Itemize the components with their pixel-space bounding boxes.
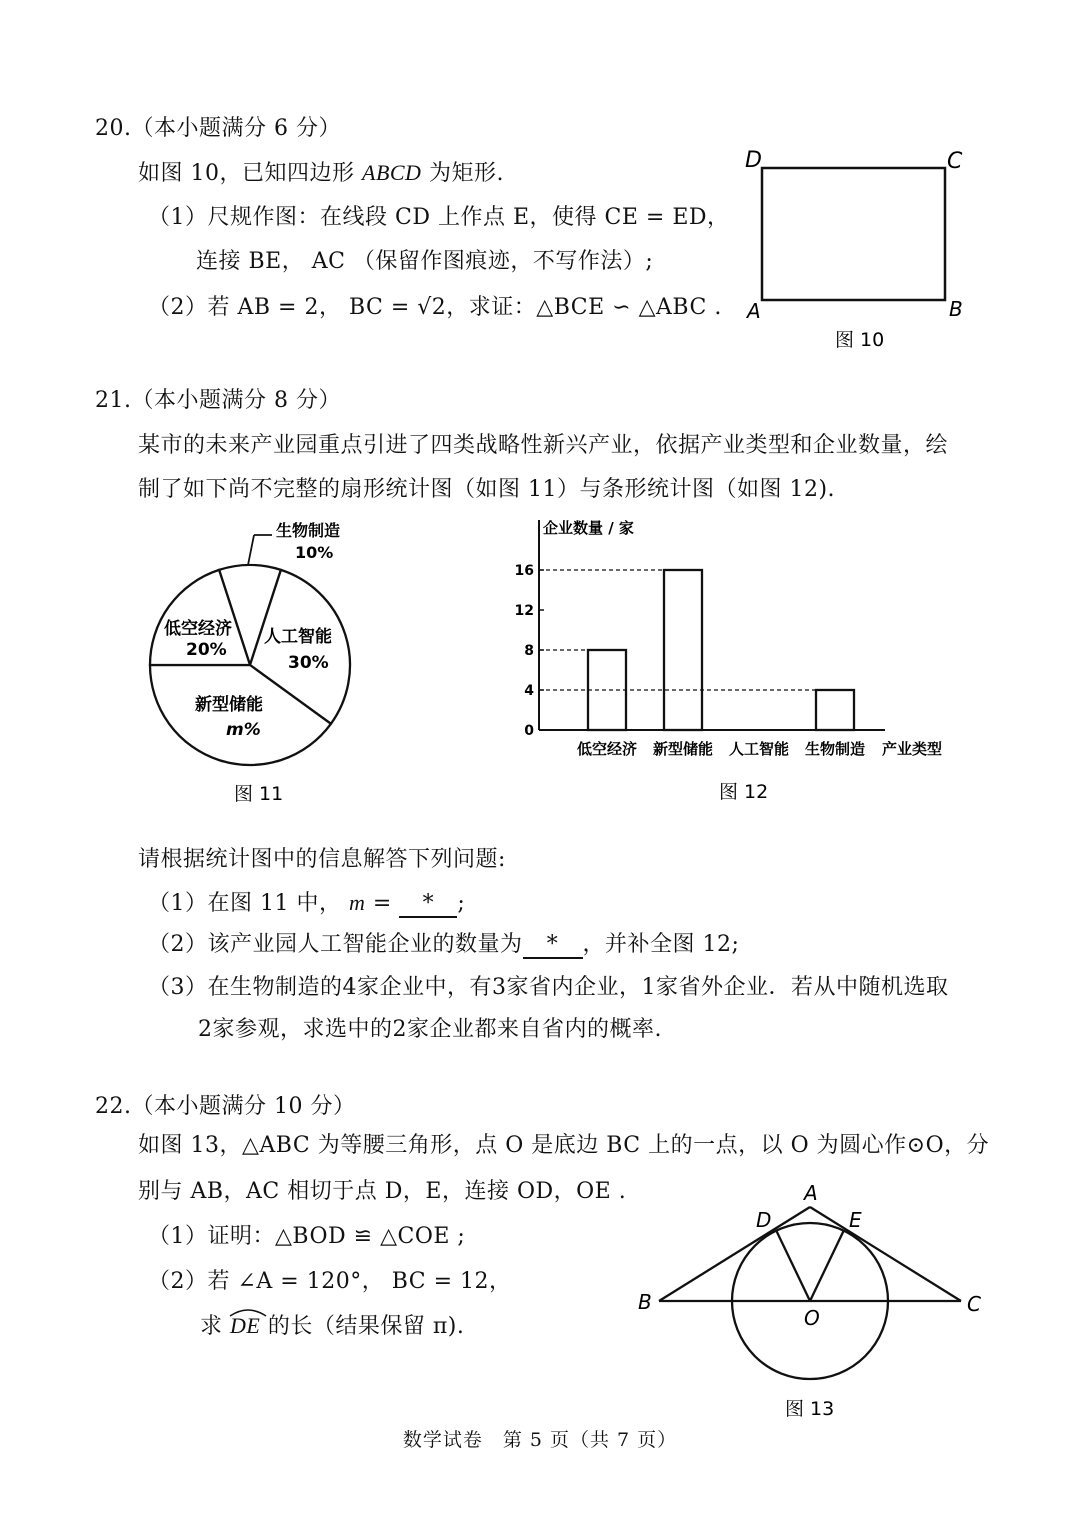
label-a: A (804, 1181, 818, 1205)
q22-part2-line1: （2）若 ∠A = 120°， BC = 12， (148, 1269, 512, 1294)
bar-y-tick-label-2: 8 (524, 643, 534, 659)
rectangle-abcd (762, 168, 945, 300)
bar-1 (664, 570, 702, 730)
fig11-caption: 图 11 (234, 783, 284, 805)
q21-part2-post: ，并补全图 12; (582, 932, 740, 957)
bar-y-tick-label-3: 12 (514, 603, 534, 619)
q21-intro-line2: 制了如下尚不完整的扇形统计图（如图 11）与条形统计图（如图 12). (138, 477, 836, 502)
q21-part1-answer-blank[interactable]: * (399, 892, 457, 918)
segment-od (776, 1230, 810, 1301)
q22-intro-line2: 别与 AB，AC 相切于点 D，E，连接 OD，OE . (138, 1179, 627, 1204)
figure-13 (630, 1175, 1000, 1425)
q21-part2-text: （2）该产业园人工智能企业的数量为 (148, 932, 523, 957)
label-c: C (947, 149, 963, 174)
q22-title: 22.（本小题满分 10 分） (95, 1094, 356, 1119)
bar-category-label-2: 人工智能 (728, 740, 790, 758)
bar-x-axis-label: 产业类型 (882, 740, 943, 758)
bar-y-axis-label: 企业数量 / 家 (543, 519, 634, 537)
page-footer: 数学试卷 第 5 页（共 7 页） (402, 1429, 678, 1451)
q22-intro-line1: 如图 13，△ABC 为等腰三角形，点 O 是底边 BC 上的一点，以 O 为圆心作⊙O，分 (138, 1133, 990, 1158)
bar-y-tick-label-1: 4 (524, 683, 534, 699)
fig12-caption: 图 12 (719, 781, 769, 803)
q21-part2-answer-blank[interactable]: * (523, 933, 583, 959)
q22-arc-label: DE (230, 1313, 261, 1338)
q20-intro-a: 如图 10，已知四边形 (138, 161, 355, 186)
bar-category-label-0: 低空经济 (576, 740, 638, 758)
bar-chart-plot (515, 520, 885, 758)
q20-intro-c: 为矩形. (428, 161, 504, 186)
segment-oe (810, 1230, 844, 1301)
q21-part3-line2: 2家参观，求选中的2家企业都来自省内的概率. (198, 1017, 662, 1042)
pie-label-low-altitude: 低空经济 (164, 619, 232, 639)
arc-mark-icon (228, 1307, 268, 1317)
bar-category-label-1: 新型储能 (652, 740, 714, 758)
q22-part2-post: 的长（结果保留 π). (267, 1314, 465, 1339)
q21-part1-post: ; (457, 891, 466, 916)
pie-value-new-storage: m% (226, 720, 261, 740)
label-e: E (849, 1208, 862, 1232)
label-b: B (638, 1290, 652, 1314)
label-o: O (804, 1306, 820, 1330)
pie-value-ai: 30% (288, 653, 329, 673)
q20-intro (138, 158, 504, 189)
label-d: D (745, 148, 762, 173)
pie-label-new-storage: 新型储能 (195, 695, 263, 715)
pie-leader-line (248, 535, 254, 565)
q21-part1-eq: = (372, 891, 392, 916)
bar-3 (816, 690, 854, 730)
q21-part3-line1: （3）在生物制造的4家企业中，有3家省内企业，1家省外企业．若从中随机选取 (148, 975, 949, 1000)
bar-category-label-3: 生物制造 (804, 740, 866, 758)
q21-ask: 请根据统计图中的信息解答下列问题: (138, 847, 506, 872)
bar-0 (588, 650, 626, 730)
q21-part1-var: m (348, 890, 366, 915)
q22-arc-de (230, 1311, 260, 1341)
q21-part1-text: （1）在图 11 中， (148, 891, 342, 916)
label-a: A (747, 299, 761, 323)
bar-y-tick-label-0: 0 (524, 723, 534, 739)
q22-part1: （1）证明：△BOD ≌ △COE ; (148, 1224, 466, 1249)
q20-part2: （2）若 AB = 2， BC = √2，求证：△BCE ∽ △ABC . (148, 295, 722, 320)
q20-title: 20.（本小题满分 6 分） (95, 116, 341, 141)
label-c: C (967, 1292, 981, 1316)
q21-part2 (148, 930, 739, 960)
pie-label-ai: 人工智能 (264, 627, 332, 647)
q21-title: 21.（本小题满分 8 分） (95, 388, 341, 413)
label-b: B (949, 297, 963, 321)
q22-part2-line2 (200, 1311, 464, 1342)
bar-chart-fig12 (505, 510, 965, 810)
q20-part1-line2: 连接 BE， AC （保留作图痕迹，不写作法）; (196, 249, 654, 274)
bar-y-tick-label-4: 16 (514, 563, 534, 579)
label-d: D (756, 1208, 772, 1232)
figure-10-caption: 图 10 (835, 329, 885, 351)
pie-chart-fig11 (140, 510, 370, 810)
q22-part2-ask: 求 (200, 1314, 223, 1339)
pie-value-low-altitude: 20% (186, 640, 227, 660)
q21-intro-line1: 某市的未来产业园重点引进了四类战略性新兴产业，依据产业类型和企业数量，绘 (138, 433, 949, 458)
figure-13-caption: 图 13 (785, 1398, 835, 1420)
figure-10 (735, 140, 985, 360)
q21-part1 (148, 888, 465, 919)
q20-part1-line1: （1）尺规作图：在线段 CD 上作点 E，使得 CE = ED， (148, 205, 730, 230)
pie-label-biomanufacturing: 生物制造 (276, 521, 341, 540)
q20-intro-var: ABCD (362, 160, 422, 185)
pie-value-biomanufacturing: 10% (295, 543, 334, 562)
